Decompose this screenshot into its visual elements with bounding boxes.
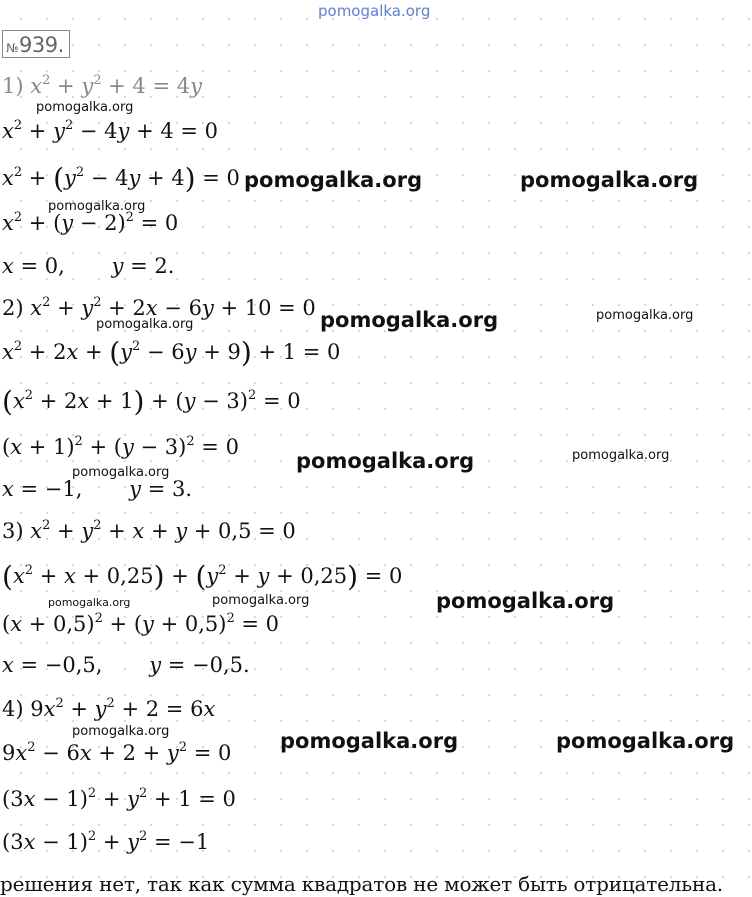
equation-line: 2) $x^2 + y^2 + 2x - 6y + 10 = 0$ [2, 295, 316, 320]
equation-line: 4) $9x^2 + y^2 + 2 = 6x$ [2, 696, 216, 721]
equation-line: $(x^2 + 2x + 1) + (y - 3)^2 = 0$ [2, 385, 301, 418]
watermark: pomogalka.org [72, 724, 170, 739]
watermark: pomogalka.org [296, 449, 475, 473]
watermark: pomogalka.org [36, 100, 134, 115]
equation-line: $x^2 + y^2 - 4y + 4 = 0$ [2, 118, 219, 143]
equation-line: $(x + 0,5)^2 + (y + 0,5)^2 = 0$ [2, 611, 280, 636]
problem-number-badge [2, 30, 70, 58]
problem-number: 939. [18, 33, 64, 57]
conclusion-text: решения нет, так как сумма квадратов не может быть отрицательна. [0, 872, 723, 896]
watermark: pomogalka.org [556, 729, 735, 753]
watermark: pomogalka.org [212, 593, 310, 608]
watermark: pomogalka.org [48, 596, 131, 609]
equation-line: x = −0,5, y = −0,5. [2, 653, 250, 677]
watermark: pomogalka.org [48, 199, 146, 214]
equation-line: 3) $x^2 + y^2 + x + y + 0,5 = 0$ [2, 518, 296, 543]
top-watermark: pomogalka.org [318, 2, 431, 20]
watermark: pomogalka.org [244, 168, 423, 192]
watermark: pomogalka.org [72, 465, 170, 480]
watermark: pomogalka.org [96, 317, 194, 332]
equation-line: x = −1, y = 3. [2, 477, 193, 501]
watermark: pomogalka.org [520, 168, 699, 192]
equation-line: $(3x - 1)^2 + y^2 + 1 = 0$ [2, 786, 236, 811]
watermark: pomogalka.org [280, 729, 459, 753]
equation-line: $x^2 + (y - 2)^2 = 0$ [2, 210, 179, 235]
equation-line: $(x + 1)^2 + (y - 3)^2 = 0$ [2, 434, 239, 459]
equation-line: 1) $x^2 + y^2 + 4 = 4y$ [2, 73, 202, 98]
watermark: pomogalka.org [320, 308, 499, 332]
equation-line: $(3x - 1)^2 + y^2 = -1$ [2, 829, 210, 854]
watermark: pomogalka.org [436, 589, 615, 613]
watermark: pomogalka.org [572, 448, 670, 463]
equation-line: $x^2 + (y^2 - 4y + 4) = 0$ [2, 162, 240, 195]
equation-line: $9x^2 - 6x + 2 + y^2 = 0$ [2, 740, 232, 765]
equation-line: $x^2 + 2x + (y^2 - 6y + 9) + 1 = 0$ [2, 336, 341, 369]
watermark: pomogalka.org [596, 308, 694, 323]
equation-line: x = 0, y = 2. [2, 254, 175, 278]
number-sign: № [6, 41, 18, 55]
equation-line: $(x^2 + x + 0,25) + (y^2 + y + 0,25) = 0$ [2, 560, 403, 593]
